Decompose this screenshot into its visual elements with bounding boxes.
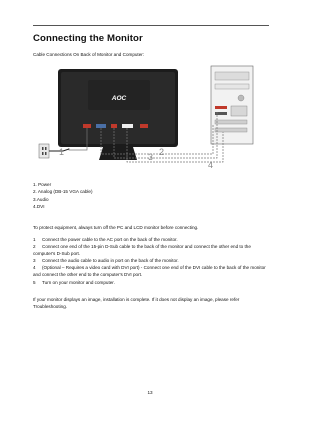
step-number: 2 [33,244,36,250]
step-item [33,264,266,271]
step-text: Connect the audio cable to audio in port on the back of the monitor. [42,258,179,264]
steps-list [33,236,266,286]
legend-item-power: 1. Power [33,182,52,187]
dvi-port [122,124,133,128]
callout-4: 4 [208,160,214,170]
vga-port [96,124,106,128]
callout-3: 3 [148,152,154,162]
legend-item-audio: 3.Audio [33,196,49,202]
intro-paragraph: To protect equipment, always turn off the PC and LCD monitor before connecting. [33,225,199,230]
step-item [33,279,266,286]
step-text: Connect one end of the 15-pin D-Sub cable to the back of the monitor and connect the other end to the [42,244,251,250]
step-item [33,243,266,250]
step-number: 4 [33,265,36,271]
page-title: Connecting the Monitor [33,33,143,44]
step-number: 1 [33,237,36,242]
closing-line: If your monitor displays an image, installation is complete. If it does not display an image, please refer [33,297,240,302]
connection-diagram [33,62,271,180]
step-text: Connect the power cable to the AC port on the back of the monitor. [42,237,178,242]
step-number: 3 [33,258,36,264]
callout-2: 2 [159,147,165,157]
audio-port [111,124,117,128]
brand-logo: AOC [111,95,127,102]
computer-tower [211,66,253,144]
step-item [33,236,266,243]
figure-caption: Cable Connections On Back of Monitor and Computer: [33,52,145,57]
step-text: (Optional – Requires a video card with DVI port) - Connect one end of the DVI cable to the back of the monitor [42,265,266,271]
step-number: 5 [33,279,36,285]
callout-1: 1 [59,147,65,157]
step-item [33,257,266,264]
closing-paragraph [33,296,239,310]
step-continuation: and connect the other end to the computer's DVI port. [33,272,143,278]
step-continuation: computer's D-Sub port. [33,251,81,257]
connection-legend [33,181,93,210]
step-text: Turn on your monitor and computer. [42,279,115,285]
legend-item-dvi: 4.DVI [33,203,45,209]
header-rule [33,25,269,26]
page-number: 13 [147,390,153,395]
closing-line: Troubleshooting. [33,304,68,310]
power-port [83,124,91,128]
legend-item-analog: 2. Analog (DB-15 VGA cable) [33,189,93,195]
connection-diagram-svg [33,62,271,180]
port [140,124,148,128]
